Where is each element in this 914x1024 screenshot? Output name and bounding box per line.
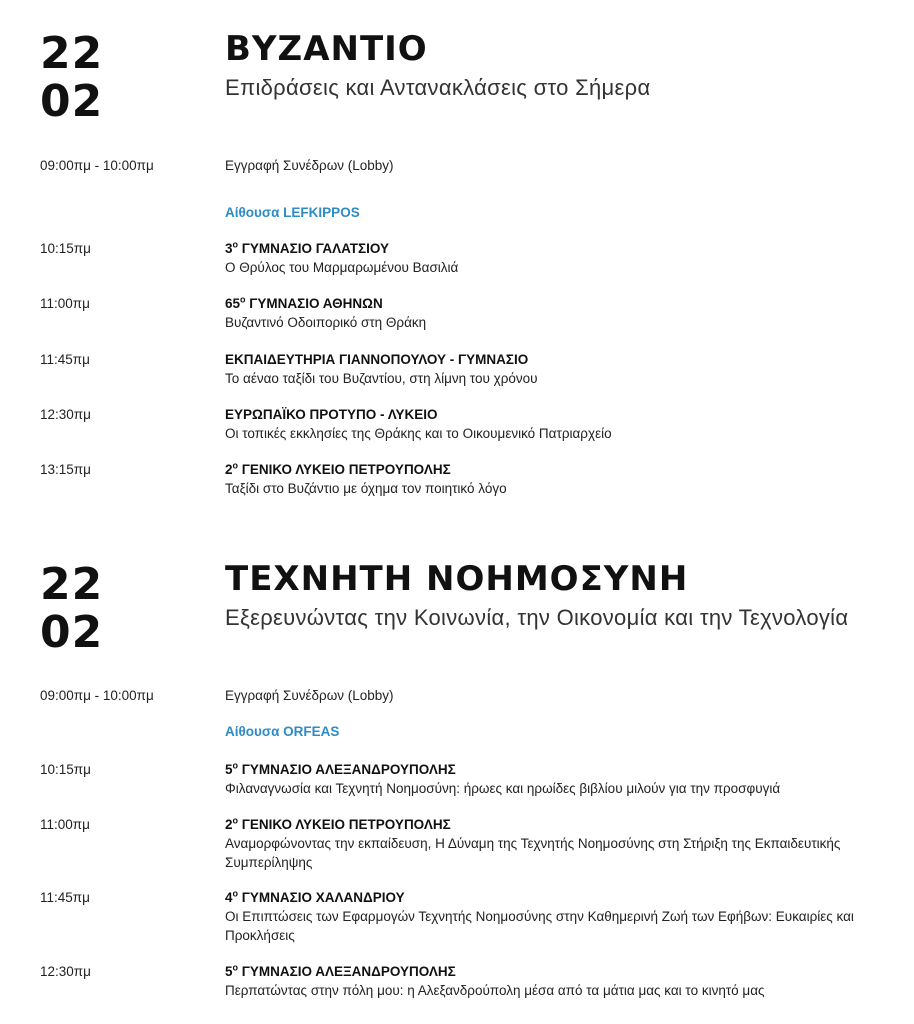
ordinal-suffix: ο	[232, 760, 239, 771]
section-subtitle: Επιδράσεις και Αντανακλάσεις στο Σήμερα	[225, 75, 651, 100]
school-name: ΓΥΜΝΑΣΙΟ ΑΛΕΞΑΝΔΡΟΥΠΟΛΗΣ	[238, 964, 456, 979]
session-school	[225, 760, 895, 779]
session-time: 11:45πμ	[40, 890, 90, 905]
date-month: 02	[40, 76, 104, 127]
registration-label: Εγγραφή Συνέδρων (Lobby)	[225, 688, 394, 703]
ordinal-suffix: ο	[232, 460, 239, 471]
ordinal-suffix: ο	[240, 294, 246, 305]
section-subtitle: Εξερευνώντας την Κοινωνία, την Οικονομία και την Τεχνολογία	[225, 605, 849, 630]
session-school	[225, 460, 895, 479]
session-title: Περπατώντας στην πόλη μου: η Αλεξανδρούπολη μέσα από τα μάτια μας και το κινητό μας	[225, 983, 765, 998]
session-title: Οι Επιπτώσεις των Εφαρμογών Τεχνητής Νοημοσύνης στην Καθημερινή Ζωή των Εφήβων: Ευκαιρίες και Προκλήσεις	[225, 909, 854, 943]
session-time: 10:15πμ	[40, 241, 91, 256]
session-school	[225, 350, 895, 369]
session-title: Ταξίδι στο Βυζάντιο με όχημα τον ποιητικό λόγο	[225, 481, 507, 496]
session-time: 11:00πμ	[40, 817, 90, 832]
school-ordinal: 5	[225, 964, 233, 979]
date-day: 22	[40, 559, 104, 610]
session-time: 11:45πμ	[40, 352, 90, 367]
school-name: ΓΥΜΝΑΣΙΟ ΓΑΛΑΤΣΙΟΥ	[238, 241, 389, 256]
school-name: ΓΥΜΝΑΣΙΟ ΧΑΛΑΝΔΡΙΟΥ	[238, 890, 405, 905]
school-ordinal: 65	[225, 296, 241, 311]
ordinal-suffix: ο	[232, 239, 239, 250]
school-name: ΕΚΠΑΙΔΕΥΤΗΡΙΑ ΓΙΑΝΝΟΠΟΥΛΟΥ - ΓΥΜΝΑΣΙΟ	[225, 352, 529, 367]
session-title: Φιλαναγνωσία και Τεχνητή Νοημοσύνη: ήρωες και ηρωίδες βιβλίου μιλούν για την προσφυγιά	[225, 781, 781, 796]
school-name: ΓΥΜΝΑΣΙΟ ΑΘΗΝΩΝ	[245, 296, 383, 311]
section-date	[40, 561, 103, 657]
session-title: Οι τοπικές εκκλησίες της Θράκης και το Οικουμενικό Πατριαρχείο	[225, 426, 612, 441]
registration-label: Εγγραφή Συνέδρων (Lobby)	[225, 158, 394, 173]
session-title: Το αέναο ταξίδι του Βυζαντίου, στη λίμνη του χρόνου	[225, 371, 538, 386]
session-time: 10:15πμ	[40, 762, 91, 777]
school-name: ΓΕΝΙΚΟ ΛΥΚΕΙΟ ΠΕΤΡΟΥΠΟΛΗΣ	[238, 817, 451, 832]
date-month: 02	[40, 607, 104, 658]
date-day: 22	[40, 28, 104, 79]
session-time: 12:30πμ	[40, 407, 91, 422]
ordinal-suffix: ο	[232, 888, 239, 899]
school-name: ΓΕΝΙΚΟ ΛΥΚΕΙΟ ΠΕΤΡΟΥΠΟΛΗΣ	[238, 462, 451, 477]
room-label: Αίθουσα ORFEAS	[225, 724, 340, 739]
session-school	[225, 888, 895, 907]
session-school	[225, 239, 895, 258]
session-school	[225, 294, 895, 313]
section-date	[40, 30, 103, 126]
session-school	[225, 405, 895, 424]
section-title: ΤΕΧΝΗΤΗ ΝΟΗΜΟΣΥΝΗ	[225, 559, 689, 599]
section-title: ΒΥΖΑΝΤΙΟ	[225, 29, 428, 69]
session-school	[225, 962, 895, 981]
session-title: Βυζαντινό Οδοιπορικό στη Θράκη	[225, 315, 427, 330]
ordinal-suffix: ο	[232, 962, 239, 973]
session-school	[225, 815, 895, 834]
school-ordinal: 4	[225, 890, 233, 905]
session-time: 12:30πμ	[40, 964, 91, 979]
session-title: Αναμορφώνοντας την εκπαίδευση, Η Δύναμη της Τεχνητής Νοημοσύνης στη Στήριξη της Εκπαιδευτικής Συμπερίληψης	[225, 836, 841, 870]
school-ordinal: 3	[225, 241, 233, 256]
school-name: ΓΥΜΝΑΣΙΟ ΑΛΕΞΑΝΔΡΟΥΠΟΛΗΣ	[238, 762, 456, 777]
session-time: 13:15πμ	[40, 462, 91, 477]
school-name: ΕΥΡΩΠΑΪΚΟ ΠΡΟΤΥΠΟ - ΛΥΚΕΙΟ	[225, 407, 438, 422]
session-time: 11:00πμ	[40, 296, 90, 311]
registration-time: 09:00πμ - 10:00πμ	[40, 158, 154, 173]
ordinal-suffix: ο	[232, 815, 239, 826]
room-label: Αίθουσα LEFKIPPOS	[225, 205, 360, 220]
school-ordinal: 5	[225, 762, 233, 777]
registration-time: 09:00πμ - 10:00πμ	[40, 688, 154, 703]
school-ordinal: 2	[225, 817, 233, 832]
school-ordinal: 2	[225, 462, 233, 477]
session-title: Ο Θρύλος του Μαρμαρωμένου Βασιλιά	[225, 260, 459, 275]
